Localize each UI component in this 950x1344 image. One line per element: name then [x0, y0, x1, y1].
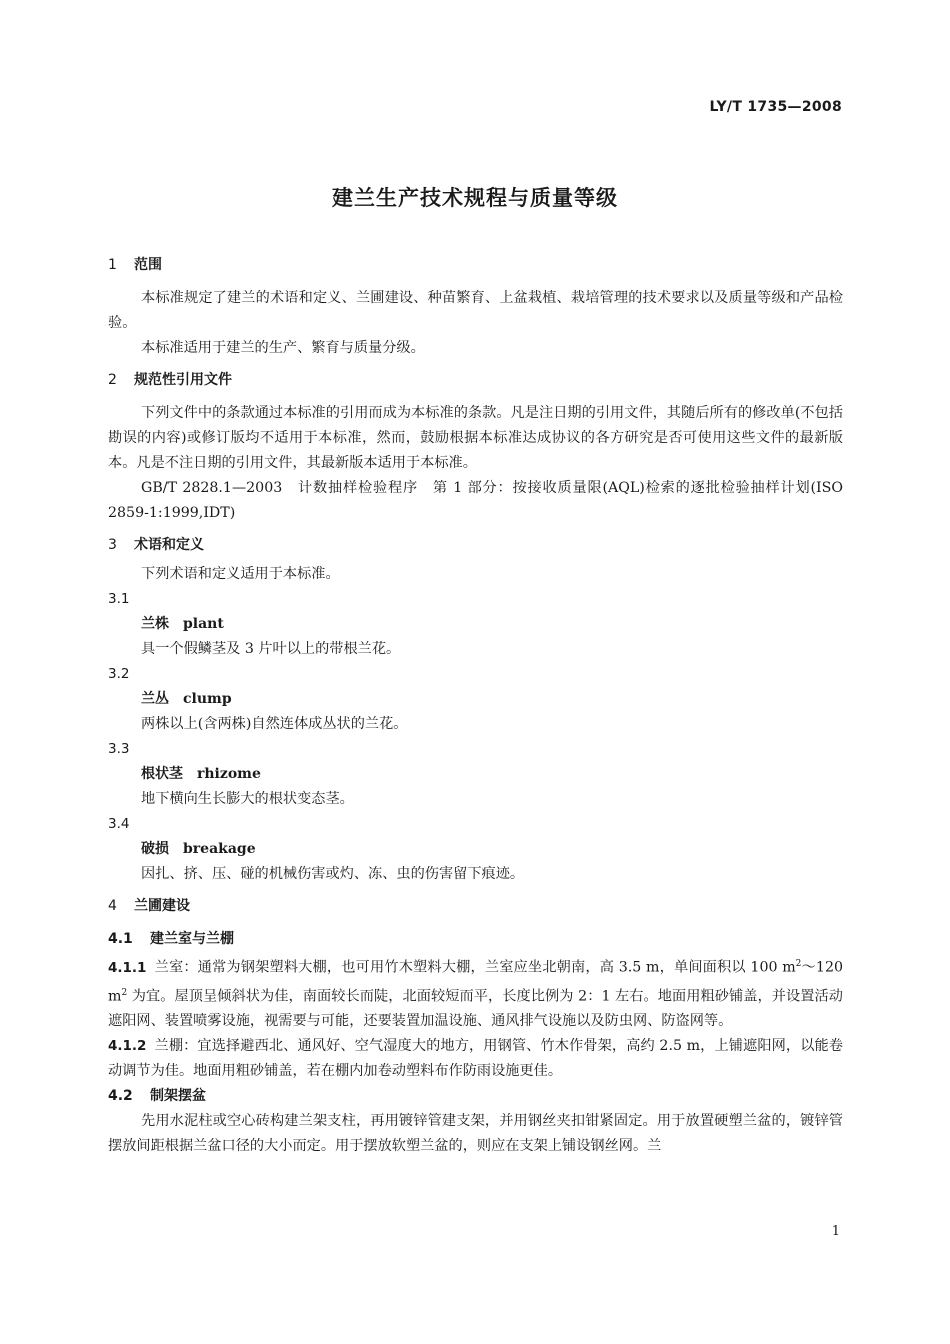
term-definition: 地下横向生长膨大的根状变态茎。 — [141, 791, 354, 807]
term-definition: 具一个假鳞茎及 3 片叶以上的带根兰花。 — [141, 641, 401, 657]
paragraph: 本标准规定了建兰的术语和定义、兰圃建设、种苗繁育、上盆栽植、栽培管理的技术要求以及质量等级和产品检验。 — [108, 290, 843, 331]
term-heading: 破损 breakage — [141, 841, 256, 857]
term-heading: 兰丛 clump — [141, 691, 232, 707]
numbered-paragraph: 4.1.1 兰室：通常为钢架塑料大棚，也可用竹木塑料大棚，兰室应坐北朝南，高 3.5 m，单间面积以 100 $m^2\sim 120$ $m^2$ 为宜。屋顶呈倾斜状为佳，南面较长而陡，北面较短而平，长度比例为 2：1 左右。地面用粗砂铺盖，并设置活动遮阳网、装置喷雾设施，视需要与可能，还要装置加温设施、通风排气设施以及防虫网、防盗网等。 — [108, 959, 843, 1030]
paragraph: 先用水泥柱或空心砖构建兰架支柱，再用镀锌管建支架，并用钢丝夹扣钳紧固定。用于放置硬塑兰盆的，镀锌管摆放间距根据兰盆口径的大小而定。用于摆放软塑兰盆的，则应在支架上铺设钢丝网。兰 — [108, 1113, 843, 1155]
section-heading-3: 3 术语和定义 — [108, 537, 204, 553]
term-definition: 因扎、挤、压、碰的机械伤害或灼、冻、虫的伤害留下痕迹。 — [141, 866, 525, 882]
section-heading-4: 4 兰圃建设 — [108, 898, 190, 914]
paragraph: 下列术语和定义适用于本标准。 — [141, 566, 340, 582]
term-number: 3.2 — [108, 666, 130, 682]
paragraph: 下列文件中的条款通过本标准的引用而成为本标准的条款。凡是注日期的引用文件，其随后所有的修改单(不包括勘误的内容)或修订版均不适用于本标准，然而，鼓励根据本标准达成协议的各方研究是否可使用这些文件的最新版本。凡是不注日期的引用文件，其最新版本适用于本标准。 — [108, 405, 843, 471]
section-heading-1: 1 范围 — [108, 257, 162, 273]
term-heading: 兰株 plant — [141, 616, 224, 632]
page-number: 1 — [831, 1224, 840, 1239]
document-title: 建兰生产技术规程与质量等级 — [332, 186, 618, 210]
term-definition: 两株以上(含两株)自然连体成丛状的兰花。 — [141, 716, 408, 732]
reference-entry: GB/T 2828.1—2003 计数抽样检验程序 第 1 部分：按接收质量限(AQL)检索的逐批检验抽样计划(ISO 2859-1:1999,IDT) — [108, 480, 843, 521]
subsection-heading: 4.2 制架摆盆 — [108, 1088, 206, 1105]
numbered-paragraph: 4.1.2 兰棚：宜选择避西北、通风好、空气湿度大的地方，用钢管、竹木作骨架，高约 2.5 m，上铺遮阳网，以能卷动调节为佳。地面用粗砂铺盖，若在棚内加卷动塑料布作防雨设施更佳。 — [108, 1038, 843, 1080]
paragraph: 本标准适用于建兰的生产、繁育与质量分级。 — [141, 340, 425, 356]
standard-code: LY/T 1735—2008 — [709, 99, 842, 115]
term-number: 3.3 — [108, 741, 130, 757]
term-number: 3.4 — [108, 816, 130, 832]
subsection-heading: 4.1 建兰室与兰棚 — [108, 931, 234, 947]
term-heading: 根状茎 rhizome — [141, 766, 261, 782]
document-body — [108, 254, 843, 1159]
term-number: 3.1 — [108, 591, 130, 607]
section-heading-2: 2 规范性引用文件 — [108, 372, 232, 388]
